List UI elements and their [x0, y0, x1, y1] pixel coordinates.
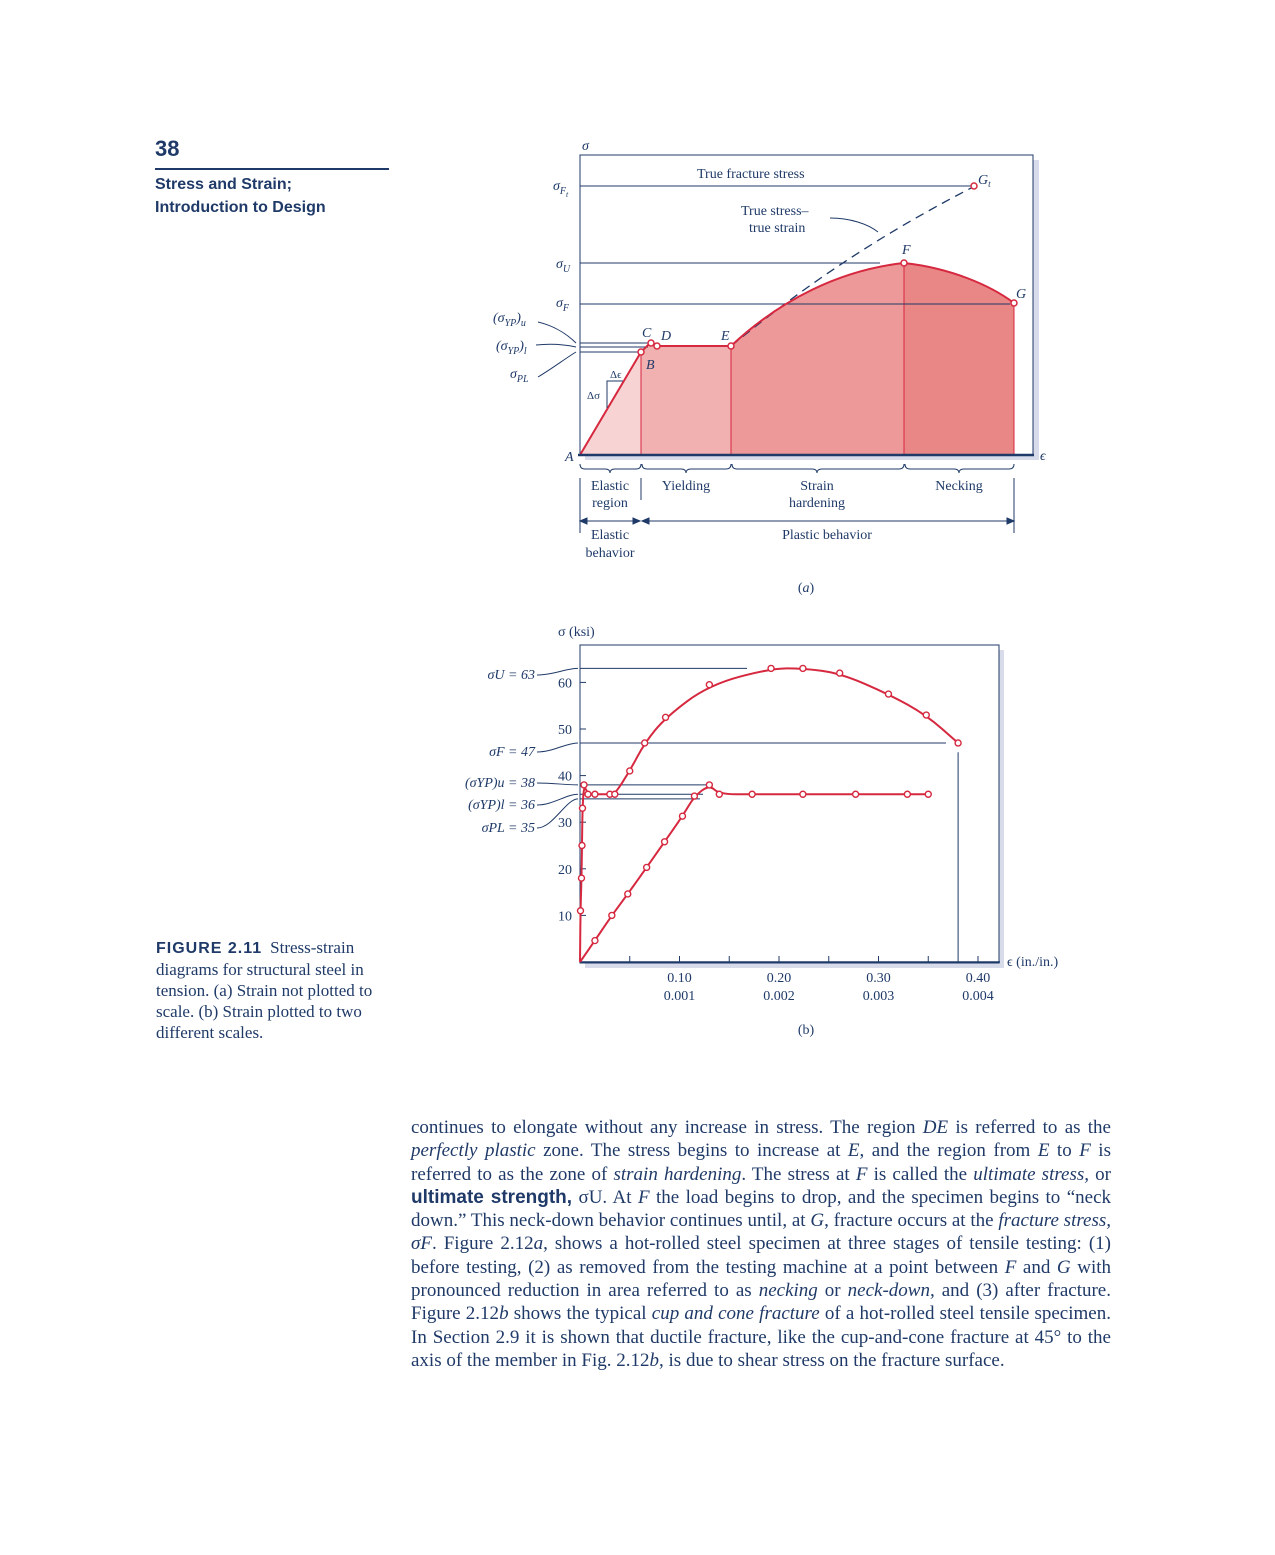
data-point [662, 839, 668, 845]
figure-caption [156, 937, 396, 1043]
point-d [654, 343, 660, 349]
y-axis-label-b: σ (ksi) [558, 625, 595, 640]
leader-yp-lower [536, 344, 576, 347]
x-tick-label-bottom: 0.004 [962, 989, 994, 1004]
region-elastic-1: Elastic [590, 479, 630, 494]
region-elastic-2: region [592, 496, 628, 511]
data-point [768, 665, 774, 671]
data-point [706, 682, 712, 688]
region-braces [580, 464, 1014, 473]
data-point [837, 670, 843, 676]
data-point [609, 912, 615, 918]
data-point [577, 908, 583, 914]
frame-b [580, 645, 999, 963]
figure-label: FIGURE 2.11 [156, 940, 263, 957]
behavior-elastic-2: behavior [585, 546, 635, 561]
x-axis-label-b: ϵ (in./in.) [1007, 955, 1059, 970]
data-point [925, 791, 931, 797]
point-gt [971, 183, 977, 189]
label-sigma-pl: $\sigma_{PL}$ [510, 367, 529, 385]
label-yp-lower: $(\sigma_{YP})_l$ [496, 339, 527, 357]
figure-caption-text: Stress-strain diagrams for structural steel in tension. (a) Strain not plotted to scale. (b) Strain plotted to two different scales. [156, 938, 373, 1042]
chapter-title-line2: Introduction to Design [155, 199, 326, 216]
label-d: D [661, 329, 672, 344]
y-tick-label: 40 [558, 769, 572, 785]
stress-level-label: σU = 63 [487, 668, 535, 683]
true-curve-label-1: True stress– [741, 204, 809, 219]
stress-level-label: (σYP)l = 36 [468, 798, 535, 813]
label-delta-sigma: Δσ [587, 390, 601, 402]
label-a: A [565, 450, 574, 465]
data-point [581, 782, 587, 788]
page-number: 38 [155, 136, 180, 161]
data-point [627, 768, 633, 774]
leader-pl [538, 352, 576, 377]
label-c: C [642, 326, 652, 341]
stress-level-leader [537, 743, 578, 752]
label-yp-upper: $(\sigma_{YP})_u$ [493, 311, 526, 329]
data-point [579, 805, 585, 811]
sublabel-b: (b) [797, 1023, 815, 1038]
behavior-plastic: Plastic behavior [782, 528, 872, 543]
body-paragraph: continues to elongate without any increase in stress. The region DE is referred to as the perfectly plastic zone. The stress begins to increase at E, and the region from E to F is referred to as the zone of strain hardening. The stress at F is called the ultimate stress, or ultimate strength, σU. At F the load begins to drop, and the specimen begins to “neck down.” This neck-down behavior continues until, at G, fracture occurs at the fracture stress, σF. Figure 2.12a, shows a hot-rolled steel specimen at three stages of tensile testing: (1) before testing, (2) as removed from the testing machine at a point between F and G with pronounced reduction in area referred to as necking or neck-down, and (3) after fracture. Figure 2.12b shows the typical cup and cone fracture of a hot-rolled steel tensile specimen. In Section 2.9 it is shown that ductile fracture, like the cup-and-cone fracture at 45° to the axis of the member in Fig. 2.12b, is due to shear stress on the fracture surface. [411, 1117, 1112, 1371]
data-point [612, 791, 618, 797]
data-point [625, 891, 631, 897]
x-tick-label-top: 0.40 [965, 971, 991, 986]
label-gt: $G_t$ [978, 173, 991, 189]
x-tick-label-bottom: 0.001 [663, 989, 696, 1004]
data-point [644, 864, 650, 870]
x-tick-label-top: 0.30 [866, 971, 891, 986]
region-necking: Necking [935, 479, 983, 494]
data-point [706, 782, 712, 788]
label-sigma-f: $\sigma_F$ [556, 296, 570, 314]
data-point [904, 791, 910, 797]
data-point [579, 843, 585, 849]
data-point [955, 740, 961, 746]
stress-level-leader [537, 668, 578, 675]
y-tick-label: 20 [558, 862, 572, 878]
data-point [885, 691, 891, 697]
behavior-elastic-1: Elastic [590, 528, 630, 543]
data-point [691, 793, 697, 799]
stress-level-label: σF = 47 [489, 745, 535, 760]
data-point [642, 740, 648, 746]
data-point [800, 665, 806, 671]
data-point [585, 791, 591, 797]
region-hardening: hardening [789, 496, 845, 511]
label-sigma-u: $\sigma_U$ [556, 257, 571, 275]
data-point [592, 938, 598, 944]
x-tick-label-top: 0.20 [766, 971, 792, 986]
label-b: B [646, 358, 655, 373]
label-f: F [902, 243, 911, 258]
data-point [679, 813, 685, 819]
stress-level-label: (σYP)u = 38 [464, 776, 535, 791]
data-point [663, 714, 669, 720]
point-f [901, 260, 907, 266]
point-b [638, 349, 644, 355]
label-e: E [721, 329, 730, 344]
y-tick-label: 30 [558, 816, 572, 832]
data-point [592, 791, 598, 797]
leader-yp-upper [538, 322, 576, 343]
x-tick-label-bottom: 0.003 [862, 989, 895, 1004]
sublabel-a: (a) [797, 581, 815, 596]
region-strain: Strain [800, 479, 834, 494]
x-tick-label-top: 0.10 [667, 971, 692, 986]
data-point [749, 791, 755, 797]
data-point [853, 791, 859, 797]
data-point [578, 875, 584, 881]
y-tick-label: 60 [558, 676, 572, 692]
label-delta-eps: Δϵ [610, 369, 622, 381]
stress-level-label: σPL = 35 [481, 821, 535, 836]
y-tick-label: 50 [558, 723, 572, 738]
data-point [923, 712, 929, 718]
y-axis-symbol-a: σ [582, 139, 589, 154]
data-point [716, 791, 722, 797]
true-fracture-label: True fracture stress [697, 167, 805, 182]
true-curve-label-2: true strain [749, 221, 806, 236]
diagram-a [0, 0, 1275, 610]
x-tick-label-bottom: 0.002 [763, 989, 795, 1004]
label-g: G [1016, 287, 1027, 302]
x-axis-symbol-a: ϵ [1040, 449, 1046, 464]
label-sigma-ft: $\sigma_{Ft}$ [553, 179, 569, 199]
y-tick-label: 10 [558, 909, 572, 925]
behavior-arrows [580, 518, 1014, 524]
stress-level-leader [537, 794, 578, 805]
chapter-title-line1: Stress and Strain; [155, 176, 292, 193]
data-point [800, 791, 806, 797]
region-yielding: Yielding [661, 479, 711, 494]
